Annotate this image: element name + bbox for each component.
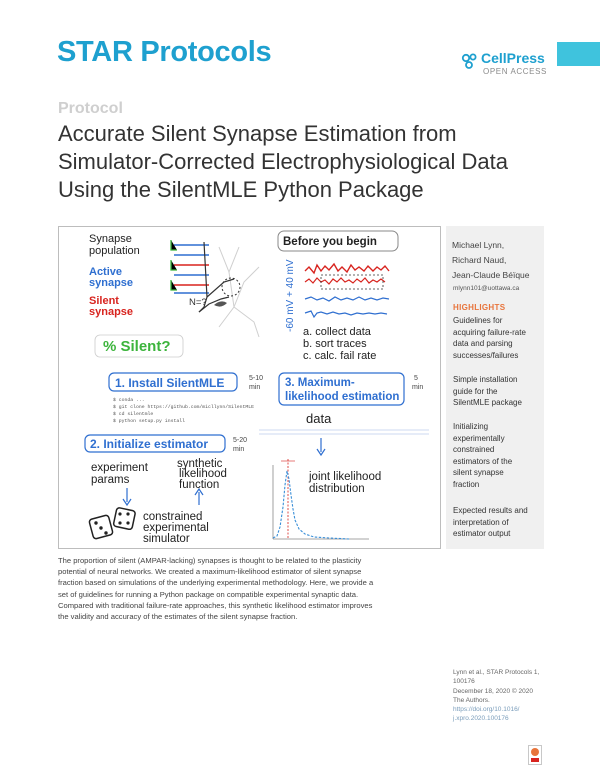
synthetic-label-2: likelihood (179, 468, 227, 480)
code-line-1: $ conda ... (113, 398, 145, 403)
highlight-3 (453, 421, 545, 490)
summary-paragraph (58, 555, 545, 622)
highlight-4-line-3: estimator output (453, 529, 511, 538)
data-label: data (306, 411, 332, 426)
summary-line-1: The proportion of silent (AMPAR-lacking) synapses is thought to be related to the plasticity (58, 556, 362, 565)
summary-line-4: set of guidelines for running a Python package on compatible experimental synaptic data. (58, 589, 359, 599)
highlights-heading: HIGHLIGHTS (453, 303, 506, 312)
graphical-abstract (58, 226, 441, 549)
step-c-label: c. calc. fail rate (303, 350, 377, 362)
journal-title: STAR Protocols (57, 36, 272, 68)
synthetic-label-3: function (179, 479, 220, 491)
active-synapse-label-2: synapse (89, 277, 134, 289)
highlight-1-line-4: successes/failures (453, 350, 519, 360)
experiment-params-label-1: experiment (91, 462, 148, 474)
active-synapse-label-1: Active (89, 266, 123, 278)
highlight-2 (453, 374, 545, 409)
doi-link-2[interactable]: j.xpro.2020.100176 (453, 715, 509, 723)
experiment-params-label-2: params (91, 474, 130, 486)
simulator-label-1: constrained (143, 511, 203, 523)
voltage-label: -60 mV + 40 mV (285, 259, 296, 332)
citation-line-1: Lynn et al., STAR Protocols 1, (453, 669, 540, 676)
code-line-3: $ cd silentmle (113, 412, 154, 417)
simulator-label-3: simulator (143, 533, 190, 545)
highlight-2-line-2: guide for the (453, 386, 498, 396)
highlight-3-line-6: fraction (453, 479, 480, 489)
data-lines (259, 430, 429, 434)
synapse-population-label-2: population (89, 245, 140, 257)
percent-silent-label: % Silent? (103, 338, 171, 355)
citation-line-3: December 18, 2020 © 2020 (453, 687, 533, 695)
cellpress-logo (460, 50, 550, 80)
highlight-4-line-2: interpretation of (453, 517, 509, 527)
summary-line-3: fraction based on simulations of the underlying experimental methodology. Here, we provide a (58, 578, 374, 588)
doi-link-1[interactable]: https://doi.org/10.1016/ (453, 706, 520, 714)
silent-synapse-label-2: synapse (89, 306, 134, 318)
before-you-begin-label: Before you begin (283, 236, 377, 248)
step1-unit: min (249, 384, 261, 391)
highlight-3-line-3: constrained (453, 445, 495, 454)
step2-time: 5-20 (233, 437, 248, 444)
step2-unit: min (233, 446, 245, 453)
crossmark-icon[interactable] (528, 745, 542, 765)
publisher-name: CellPress (481, 50, 545, 66)
step-b-label: b. sort traces (303, 338, 367, 350)
open-access-label: OPEN ACCESS (483, 67, 547, 76)
synapse-population-label-1: Synapse (89, 233, 132, 245)
joint-likelihood-label-2: distribution (309, 483, 365, 495)
step-a-label: a. collect data (303, 326, 371, 338)
highlight-1-line-3: data and parsing (453, 339, 513, 348)
simulator-label-2: experimental (143, 522, 209, 534)
step3-label-2: likelihood estimation (285, 391, 400, 403)
summary-line-5: Compared with traditional failure-rate approaches, this synthetic likelihood estimator improves (58, 600, 373, 610)
citation-line-2: 100176 (453, 678, 475, 686)
joint-likelihood-label-1: joint likelihood (309, 471, 382, 483)
author-3: Jean-Claude Béïque (452, 270, 530, 280)
highlight-1 (453, 315, 545, 361)
step1-time: 5-10 (249, 375, 264, 382)
highlight-1-line-2: acquiring failure-rate (453, 327, 526, 337)
summary-line-6: the validity and accuracy of the estimates of the silent synapse fraction. (58, 612, 298, 622)
graphical-abstract-svg (59, 227, 441, 549)
corresponding-email[interactable]: mlynn101@uottawa.ca (453, 285, 520, 292)
step1-label: 1. Install SilentMLE (115, 376, 225, 390)
synthetic-label-1: synthetic (177, 458, 223, 470)
highlight-3-line-5: silent synapse (453, 468, 504, 477)
article-type: Protocol (58, 100, 123, 117)
neuron-drawing (171, 240, 259, 337)
highlight-3-line-2: experimentally (453, 433, 505, 443)
n-label: N=? (189, 297, 207, 308)
article-title: Accurate Silent Synapse Estimation from Simulator-Corrected Electrophysiological Data Using the SilentMLE Python Package (58, 121, 508, 202)
step3-label-1: 3. Maximum- (285, 377, 355, 389)
highlight-3-line-1: Initializing (453, 422, 489, 431)
author-1: Michael Lynn, (452, 240, 505, 250)
electrophysiology-traces (305, 264, 389, 317)
step2-label: 2. Initialize estimator (90, 437, 209, 451)
highlight-4 (453, 505, 545, 540)
citation-block (453, 668, 548, 724)
author-list (452, 238, 547, 283)
dice-icon (89, 507, 136, 539)
code-line-2: $ git clone https://github.com/micllynn/SilentMLE (113, 405, 255, 410)
highlight-2-line-3: SilentMLE package (453, 398, 522, 407)
highlight-3-line-4: estimators of the (453, 456, 513, 466)
silent-synapse-label-1: Silent (89, 295, 119, 307)
summary-line-2: potential of neural networks. We created a maximum-likelihood estimator of silent synapse (58, 567, 362, 577)
author-2: Richard Naud, (452, 255, 507, 265)
citation-line-4: The Authors. (453, 696, 490, 704)
cellpress-icon (460, 51, 480, 71)
step3-time: 5 (414, 375, 418, 382)
highlight-1-line-1: Guidelines for (453, 316, 503, 325)
code-line-4: $ python setup.py install (113, 419, 185, 424)
header-tab (557, 42, 600, 66)
highlight-2-line-1: Simple installation (453, 375, 518, 384)
step3-unit: min (412, 384, 424, 391)
highlight-4-line-1: Expected results and (453, 506, 528, 515)
